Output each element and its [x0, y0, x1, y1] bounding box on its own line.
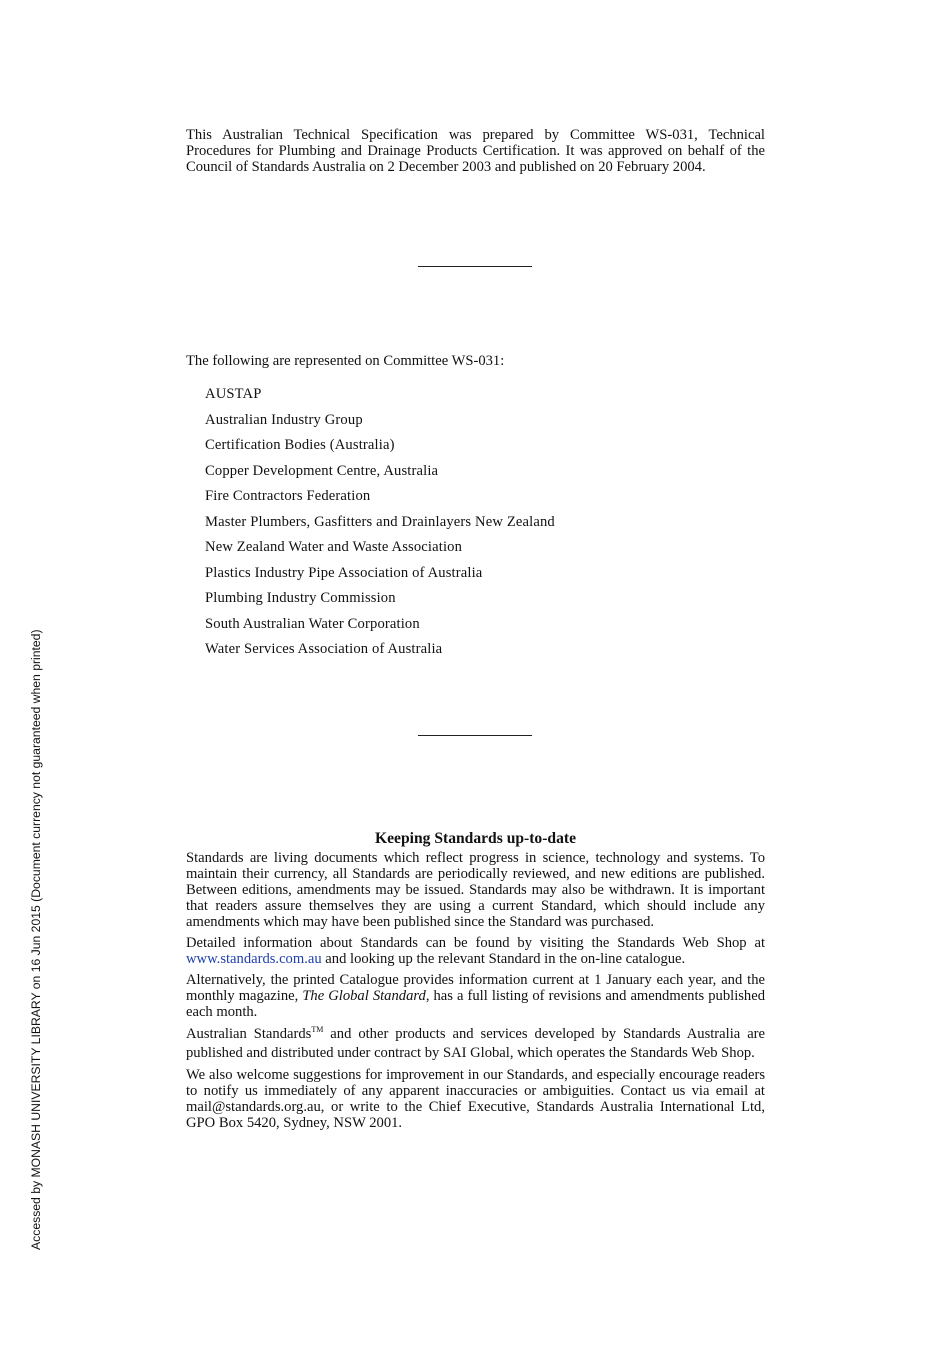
- paragraph-text: and looking up the relevant Standard in the on-line catalogue.: [321, 951, 686, 967]
- approval-text: This Australian Technical Specification was prepared by Committee WS-031, Technical Procedures for Plumbing and Drainage Products Certification. It was approved on behalf of the Council of Standards Australia on 2 December 2003 and published on 20 February 2004.: [186, 127, 765, 175]
- section-divider: [418, 266, 532, 267]
- section-title: Keeping Standards up-to-date: [374, 830, 576, 847]
- committee-member: Fire Contractors Federation: [205, 488, 371, 504]
- paragraph-text: and other products and services developed by Standards Australia are published and distributed under contract by SAI Global, which operates the Standards Web Shop.: [186, 1026, 766, 1061]
- access-watermark: Accessed by MONASH UNIVERSITY LIBRARY on 16 Jun 2015 (Document currency not guaranteed when printed): [29, 629, 43, 1250]
- paragraph-catalogue: [186, 972, 765, 1020]
- section-divider: [418, 735, 532, 736]
- approval-statement: [186, 127, 765, 175]
- committee-member: Master Plumbers, Gasfitters and Drainlayers New Zealand: [205, 513, 555, 530]
- committee-member: Plastics Industry Pipe Association of Australia: [205, 564, 483, 581]
- committee-member: South Australian Water Corporation: [205, 615, 420, 632]
- paragraph-text: , has a full listing of revisions and amendments published each month.: [186, 988, 765, 1020]
- keeping-standards-section: [186, 829, 765, 1136]
- standards-website-link[interactable]: www.standards.com.au: [186, 951, 322, 967]
- paragraph-contact: We also welcome suggestions for improvement in our Standards, and especially encourage readers to notify us immediately of any apparent inaccuracies or ambiguities. Contact us via email at mail@standards.org.au, or write to the Chief Executive, Standards Australia International Ltd, GPO Box 5420, Sydney, NSW 2001.: [186, 1067, 765, 1131]
- committee-member: Plumbing Industry Commission: [205, 590, 396, 606]
- paragraph-sai-global: [186, 1025, 765, 1062]
- committee-member: Water Services Association of Australia: [205, 641, 443, 657]
- committee-heading: The following are represented on Committee WS-031:: [186, 353, 505, 369]
- committee-member: Certification Bodies (Australia): [205, 437, 395, 453]
- committee-member: New Zealand Water and Waste Association: [205, 539, 463, 555]
- committee-member: AUSTAP: [205, 386, 262, 402]
- paragraph-text: Alternatively, the printed Catalogue provides information current at 1 January each year, and the monthly magazine,: [186, 972, 765, 1004]
- committee-member: Australian Industry Group: [205, 411, 363, 428]
- magazine-title: The Global Standard: [302, 988, 426, 1004]
- paragraph-text: Australian Standards: [186, 1026, 312, 1042]
- committee-member: Copper Development Centre, Australia: [205, 462, 439, 479]
- paragraph-web-shop: [186, 935, 765, 967]
- committee-member-list: [205, 384, 555, 665]
- paragraph-living-documents: Standards are living documents which reflect progress in science, technology and systems. To maintain their currency, all Standards are periodically reviewed, and new editions are published. Between editions, amendments may be issued. Standards may also be withdrawn. It is important that readers assure themselves they are using a current Standard, which should include any amendments which may have been published since the Standard was purchased.: [186, 850, 765, 930]
- paragraph-text: Detailed information about Standards can be found by visiting the Standards Web Shop at: [186, 935, 765, 951]
- trademark-mark: TM: [311, 1025, 324, 1034]
